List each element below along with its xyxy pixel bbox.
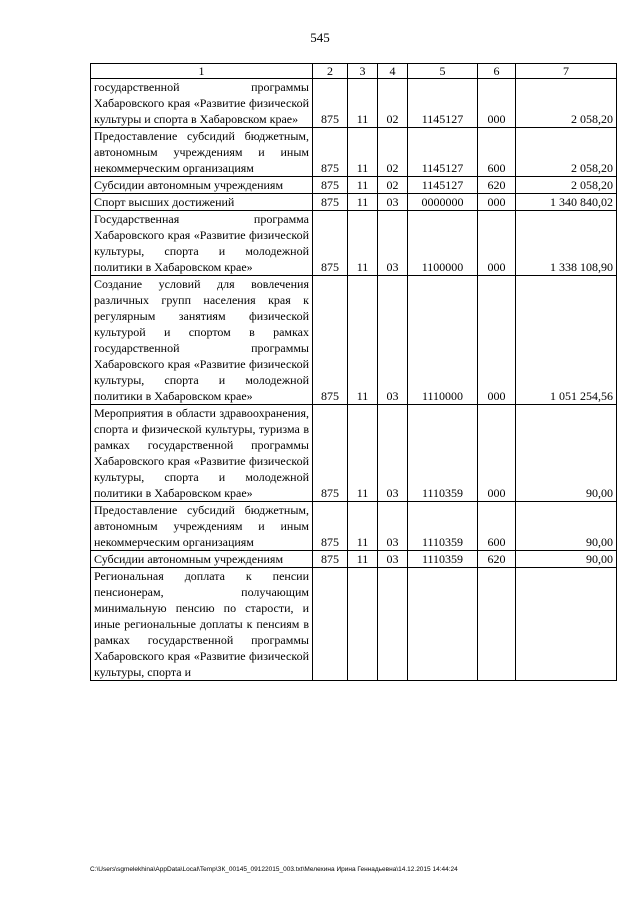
- column-header: 2: [313, 64, 348, 79]
- row-value-cell: 620: [478, 177, 516, 194]
- column-header: 3: [348, 64, 378, 79]
- table-header-row: [91, 64, 617, 79]
- table-row: [91, 405, 617, 502]
- row-value-cell: 03: [378, 211, 408, 276]
- row-value-cell: 2 058,20: [516, 177, 617, 194]
- row-name-cell: Государственная программа Хабаровского края «Развитие физической культуры, спорта и молодежной политики в Хабаровском крае»: [91, 211, 313, 276]
- row-value-cell: 11: [348, 551, 378, 568]
- row-value-cell: 1145127: [408, 128, 478, 177]
- column-header: 6: [478, 64, 516, 79]
- row-value-cell: 03: [378, 194, 408, 211]
- row-name-cell: Региональная доплата к пенсии пенсионерам, получающим минимальную пенсию по старости, и иные региональные доплаты к пенсиям в рамках государственной программы Хабаровского края «Развитие физической культуры, спорта и: [91, 568, 313, 681]
- row-value-cell: 875: [313, 276, 348, 405]
- row-value-cell: 11: [348, 405, 378, 502]
- row-value-cell: [408, 568, 478, 681]
- row-value-cell: 1 051 254,56: [516, 276, 617, 405]
- row-value-cell: 1110000: [408, 276, 478, 405]
- row-value-cell: 875: [313, 177, 348, 194]
- row-name-cell: Субсидии автономным учреждениям: [91, 177, 313, 194]
- row-value-cell: 11: [348, 276, 378, 405]
- row-value-cell: 02: [378, 177, 408, 194]
- table-row: [91, 502, 617, 551]
- row-value-cell: 000: [478, 276, 516, 405]
- table-row: [91, 79, 617, 128]
- row-value-cell: 875: [313, 79, 348, 128]
- row-name-cell: Создание условий для вовлечения различных групп населения края к регулярным занятиям физической культурой и спортом в рамках государственной программы Хабаровского края «Развитие физической культуры, спорта и молодежной политики в Хабаровском крае»: [91, 276, 313, 405]
- row-value-cell: 000: [478, 211, 516, 276]
- table-row: [91, 276, 617, 405]
- row-value-cell: 875: [313, 211, 348, 276]
- row-value-cell: 0000000: [408, 194, 478, 211]
- row-value-cell: 000: [478, 405, 516, 502]
- row-value-cell: 875: [313, 194, 348, 211]
- column-header: 5: [408, 64, 478, 79]
- row-value-cell: 1110359: [408, 502, 478, 551]
- row-value-cell: 875: [313, 405, 348, 502]
- row-value-cell: [348, 568, 378, 681]
- row-value-cell: 1 340 840,02: [516, 194, 617, 211]
- row-name-cell: Предоставление субсидий бюджетным, автономным учреждениям и иным некоммерческим организациям: [91, 128, 313, 177]
- row-value-cell: 90,00: [516, 551, 617, 568]
- row-value-cell: [378, 568, 408, 681]
- row-value-cell: 1145127: [408, 177, 478, 194]
- column-header: 4: [378, 64, 408, 79]
- table-row: [91, 211, 617, 276]
- row-value-cell: 02: [378, 79, 408, 128]
- row-name-cell: Предоставление субсидий бюджетным, автономным учреждениям и иным некоммерческим организациям: [91, 502, 313, 551]
- column-header: 7: [516, 64, 617, 79]
- row-name-cell: государственной программы Хабаровского края «Развитие физической культуры и спорта в Хабаровском крае»: [91, 79, 313, 128]
- row-value-cell: 000: [478, 194, 516, 211]
- row-name-cell: Мероприятия в области здравоохранения, спорта и физической культуры, туризма в рамках государственной программы Хабаровского края «Развитие физической культуры, спорта и молодежной политики в Хабаровском крае»: [91, 405, 313, 502]
- row-value-cell: 875: [313, 128, 348, 177]
- row-value-cell: 03: [378, 502, 408, 551]
- table-row: [91, 177, 617, 194]
- table-row: [91, 551, 617, 568]
- row-name-cell: Субсидии автономным учреждениям: [91, 551, 313, 568]
- row-value-cell: 11: [348, 502, 378, 551]
- budget-table: [90, 63, 617, 681]
- page-number: 545: [310, 30, 330, 45]
- row-value-cell: 11: [348, 177, 378, 194]
- row-value-cell: 875: [313, 502, 348, 551]
- row-value-cell: 11: [348, 194, 378, 211]
- row-value-cell: 11: [348, 128, 378, 177]
- row-value-cell: 600: [478, 502, 516, 551]
- row-name-cell: Спорт высших достижений: [91, 194, 313, 211]
- row-value-cell: 1 338 108,90: [516, 211, 617, 276]
- row-value-cell: 03: [378, 276, 408, 405]
- row-value-cell: 875: [313, 551, 348, 568]
- row-value-cell: [313, 568, 348, 681]
- row-value-cell: [478, 568, 516, 681]
- row-value-cell: 620: [478, 551, 516, 568]
- row-value-cell: 90,00: [516, 502, 617, 551]
- row-value-cell: 02: [378, 128, 408, 177]
- column-header: 1: [91, 64, 313, 79]
- row-value-cell: 03: [378, 405, 408, 502]
- row-value-cell: 03: [378, 551, 408, 568]
- row-value-cell: 11: [348, 211, 378, 276]
- table-row: [91, 128, 617, 177]
- row-value-cell: 600: [478, 128, 516, 177]
- table-row: [91, 194, 617, 211]
- row-value-cell: 1110359: [408, 551, 478, 568]
- row-value-cell: 000: [478, 79, 516, 128]
- row-value-cell: 1100000: [408, 211, 478, 276]
- footer-file-path: C:\Users\sgmelekhina\AppData\Local\Temp\ЗК_00145_09122015_003.txt\Мелехина Ирина Геннадьевна\14.12.2015 14:44:24: [90, 866, 458, 873]
- row-value-cell: 2 058,20: [516, 79, 617, 128]
- row-value-cell: [516, 568, 617, 681]
- table-row: [91, 568, 617, 681]
- row-value-cell: 11: [348, 79, 378, 128]
- row-value-cell: 1110359: [408, 405, 478, 502]
- row-value-cell: 90,00: [516, 405, 617, 502]
- row-value-cell: 1145127: [408, 79, 478, 128]
- row-value-cell: 2 058,20: [516, 128, 617, 177]
